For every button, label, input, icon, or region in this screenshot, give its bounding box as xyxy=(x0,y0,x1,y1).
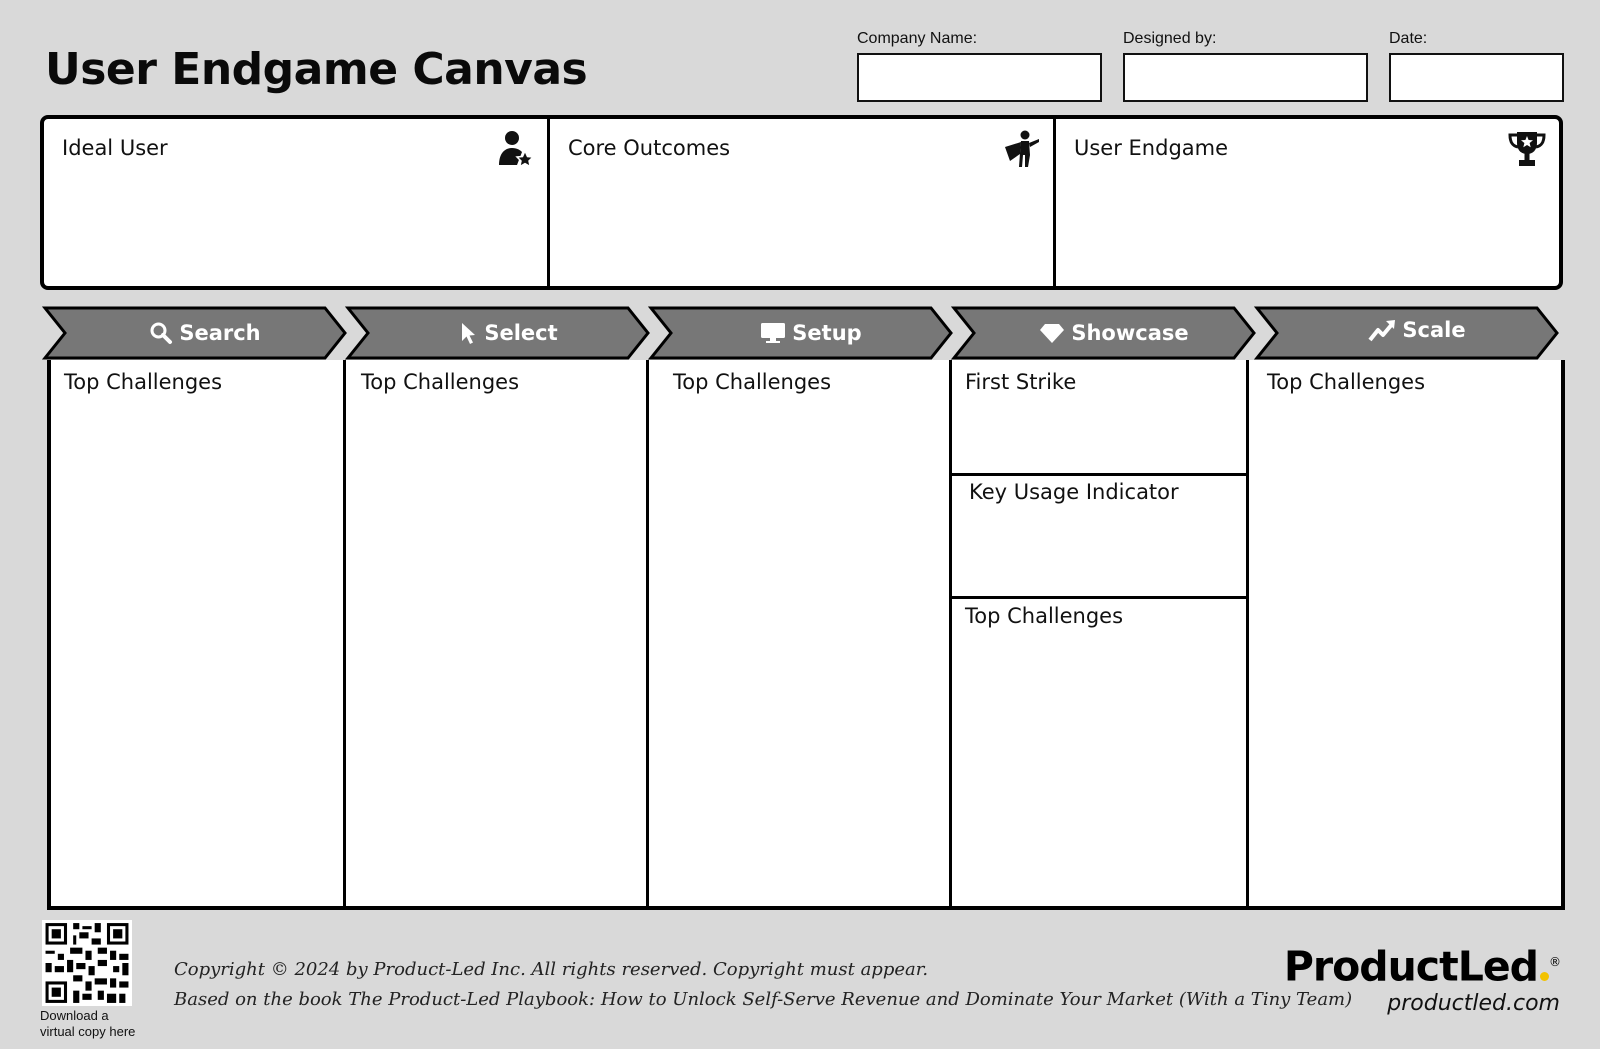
diamond-icon xyxy=(1039,322,1065,344)
company-name-field[interactable] xyxy=(857,53,1102,102)
company-name-label: Company Name: xyxy=(857,30,978,47)
brand-registered-mark: ® xyxy=(1549,955,1560,969)
core-outcomes-label: Core Outcomes xyxy=(568,136,731,160)
stage-showcase: Showcase xyxy=(974,306,1254,360)
setup-column[interactable] xyxy=(646,360,949,906)
showcase-top-challenges-label: Top Challenges xyxy=(965,604,1124,628)
qr-caption-line1: Download a xyxy=(40,1008,109,1023)
trophy-icon xyxy=(1507,129,1547,169)
cursor-icon xyxy=(458,321,478,345)
search-top-challenges-label: Top Challenges xyxy=(64,370,223,394)
setup-top-challenges-label: Top Challenges xyxy=(673,370,832,394)
brand-url[interactable]: productled.com xyxy=(1387,990,1560,1016)
brand-name: ProductLed xyxy=(1283,942,1538,991)
copyright-notice xyxy=(174,955,1352,1015)
scale-column[interactable] xyxy=(1246,360,1561,906)
designed-by-label: Designed by: xyxy=(1123,30,1217,47)
trend-up-icon xyxy=(1368,318,1396,342)
stage-search: Search xyxy=(65,306,345,360)
monitor-icon xyxy=(760,322,786,344)
qr-caption-line2: virtual copy here xyxy=(40,1024,136,1039)
user-endgame-section[interactable] xyxy=(1053,119,1559,286)
brand-dot xyxy=(1540,972,1549,981)
superhero-icon xyxy=(1001,129,1041,169)
user-endgame-label: User Endgame xyxy=(1074,136,1229,160)
page-title: User Endgame Canvas xyxy=(45,44,588,95)
showcase-divider-1 xyxy=(952,473,1246,476)
brand-logo xyxy=(1284,940,1560,989)
qr-caption xyxy=(40,1008,160,1040)
qr-code-icon xyxy=(42,920,132,1006)
key-usage-indicator-label: Key Usage Indicator xyxy=(969,480,1179,504)
date-label: Date: xyxy=(1389,30,1428,47)
select-top-challenges-label: Top Challenges xyxy=(361,370,520,394)
showcase-column[interactable] xyxy=(949,360,1246,906)
select-column[interactable] xyxy=(343,360,646,906)
ideal-user-section[interactable] xyxy=(44,119,547,286)
copyright-line1: Copyright © 2024 by Product-Led Inc. All rights reserved. Copyright must appear. xyxy=(174,959,929,980)
stage-grid xyxy=(47,360,1565,910)
designed-by-field[interactable] xyxy=(1123,53,1368,102)
stage-arrows xyxy=(42,306,1567,360)
showcase-divider-2 xyxy=(952,596,1246,599)
ideal-user-label: Ideal User xyxy=(62,136,168,160)
first-strike-label: First Strike xyxy=(965,370,1077,394)
brand-block xyxy=(1284,940,1560,1016)
core-outcomes-section[interactable] xyxy=(547,119,1053,286)
copyright-line2: Based on the book The Product-Led Playbook: How to Unlock Self-Serve Revenue and Dominate Your Market (With a Tiny Team) xyxy=(174,989,1353,1010)
qr-code[interactable] xyxy=(42,920,132,1006)
stage-setup: Setup xyxy=(671,306,951,360)
stage-select: Select xyxy=(368,306,648,360)
date-field[interactable] xyxy=(1389,53,1564,102)
scale-top-challenges-label: Top Challenges xyxy=(1267,370,1426,394)
stage-scale: Scale xyxy=(1277,303,1557,357)
user-star-icon xyxy=(495,129,535,169)
search-icon xyxy=(149,321,173,345)
top-panel xyxy=(40,115,1563,290)
search-column[interactable] xyxy=(51,360,343,906)
